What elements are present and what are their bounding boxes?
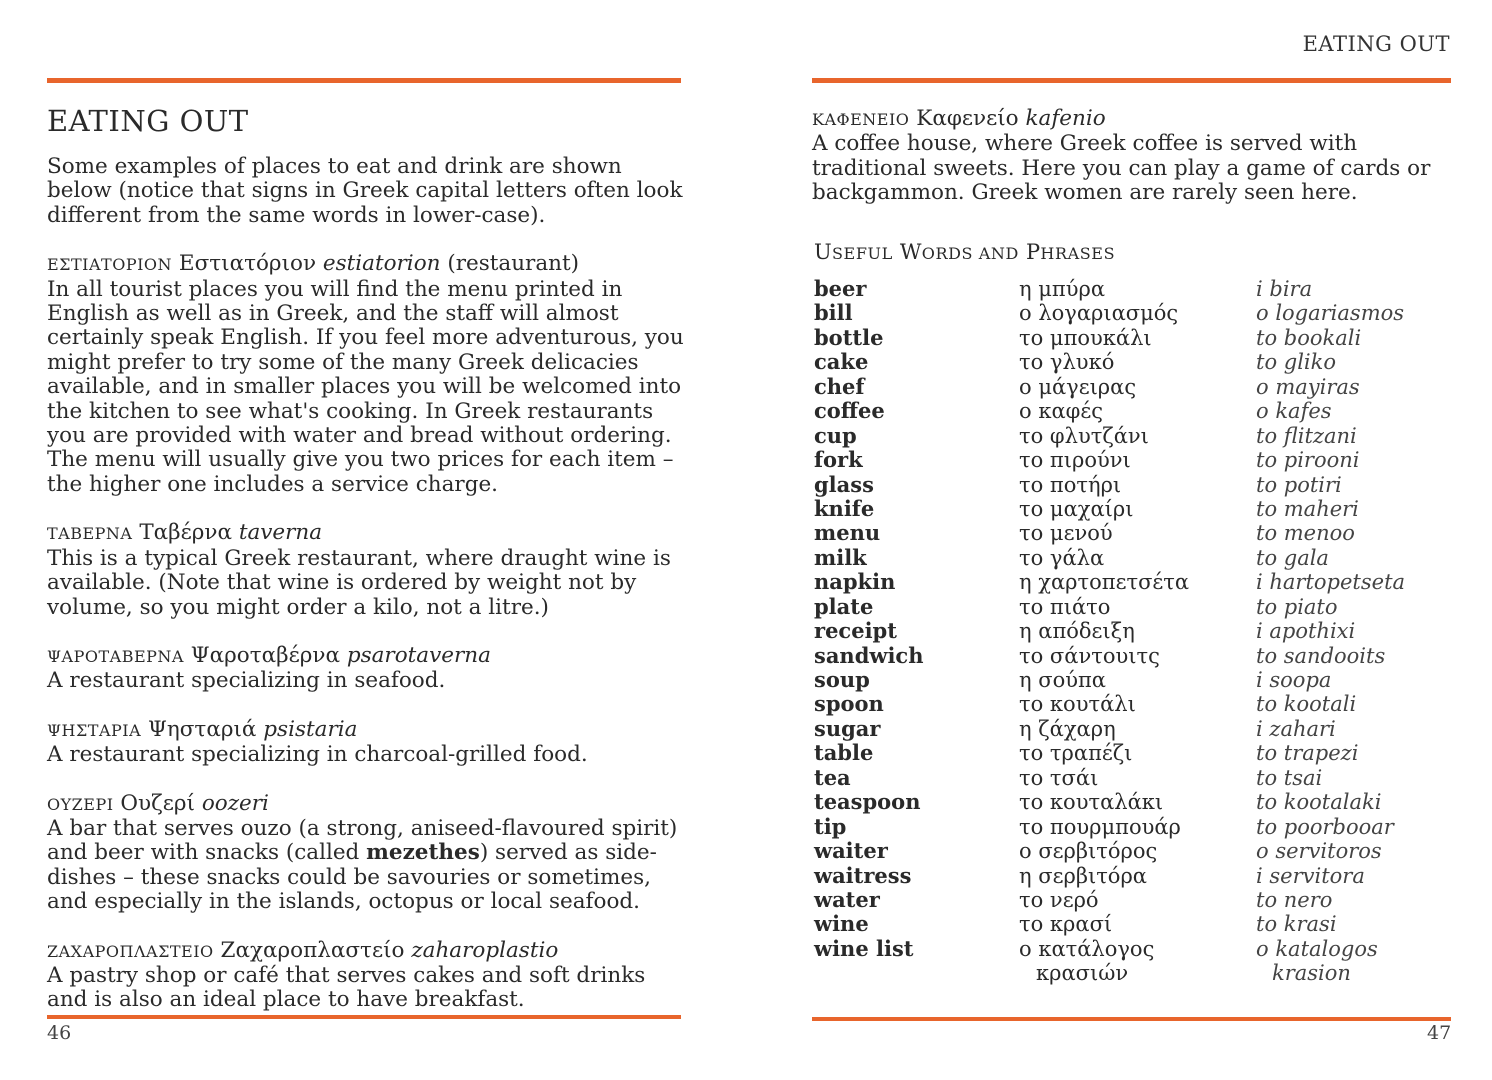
place-description: This is a typical Greek restaurant, where draught wine is available. (Note that wine is ordered by weight not by volume, so you might order a kilo, not a litre.) bbox=[47, 545, 671, 620]
vocab-english: water bbox=[814, 886, 880, 912]
vocab-greek: το μαχαίρι bbox=[1019, 496, 1134, 521]
place-sign: ΟΥΖΕΡΙ bbox=[47, 794, 114, 814]
vocab-greek: το ποτήρι bbox=[1019, 472, 1122, 497]
vocab-translit: i apothixi bbox=[1256, 619, 1356, 644]
vocab-translit: i bira bbox=[1256, 277, 1313, 301]
place-sign: ΤΑΒΕΡΝΑ bbox=[47, 524, 133, 544]
place-roman: oozeri bbox=[201, 790, 269, 816]
vocab-english: fork bbox=[814, 447, 863, 473]
vocab-greek: το γλυκό bbox=[1019, 350, 1115, 375]
vocab-translit: to poorbooar bbox=[1256, 814, 1394, 839]
vocab-row bbox=[814, 424, 1434, 448]
vocab-english: milk bbox=[814, 544, 867, 570]
vocab-row bbox=[814, 961, 1434, 985]
vocab-greek: το τραπέζι bbox=[1019, 741, 1133, 766]
vocab-translit: to sandooits bbox=[1256, 643, 1386, 668]
vocab-translit: to kootali bbox=[1256, 692, 1357, 717]
vocab-english: napkin bbox=[814, 569, 896, 595]
vocab-greek: το κουταλάκι bbox=[1019, 790, 1164, 815]
vocab-greek: το μενού bbox=[1019, 521, 1113, 546]
vocab-row bbox=[814, 692, 1434, 716]
vocab-row bbox=[814, 570, 1434, 594]
intro-paragraph: Some examples of places to eat and drink are shown below (notice that signs in Greek capital letters often look different from the same words in lower-case). bbox=[47, 154, 683, 228]
vocab-translit: to nero bbox=[1256, 887, 1333, 912]
vocab-english: wine bbox=[814, 911, 869, 937]
vocab-row bbox=[814, 546, 1434, 570]
place-description: A restaurant specializing in charcoal-grilled food. bbox=[47, 742, 588, 768]
vocab-english: spoon bbox=[814, 691, 884, 717]
vocab-english: plate bbox=[814, 593, 874, 619]
vocab-row bbox=[814, 815, 1434, 839]
place-entry-oozeri bbox=[47, 792, 687, 915]
vocab-row bbox=[814, 350, 1434, 374]
vocab-translit: to piato bbox=[1256, 594, 1338, 619]
vocab-greek: η μπύρα bbox=[1019, 277, 1105, 301]
vocab-english: coffee bbox=[814, 398, 885, 424]
vocab-greek: ο σερβιτόρος bbox=[1019, 839, 1158, 864]
mezethes-term: mezethes bbox=[366, 840, 480, 866]
vocab-english: bill bbox=[814, 300, 853, 326]
top-rule bbox=[47, 78, 681, 83]
vocab-english: glass bbox=[814, 471, 874, 497]
vocab-greek: το κουτάλι bbox=[1019, 692, 1136, 717]
vocab-translit: to gliko bbox=[1256, 350, 1337, 375]
vocab-greek: το σάντουιτς bbox=[1019, 643, 1160, 668]
top-rule bbox=[812, 78, 1451, 83]
vocab-greek: το φλυτζάνι bbox=[1019, 423, 1149, 448]
vocab-english: cake bbox=[814, 349, 869, 375]
running-head: EATING OUT bbox=[1302, 32, 1450, 56]
place-roman: psistaria bbox=[263, 716, 358, 742]
place-description: A coffee house, where Greek coffee is served with traditional sweets. Here you can play a game of cards or backgammon. Greek women are rarely seen here. bbox=[812, 131, 1431, 206]
vocab-greek: το γάλα bbox=[1019, 545, 1105, 570]
place-description: A bar that serves ouzo (a strong, aniseed-flavoured spirit) and beer with snacks (called mezethes) served as side-dishes – these snacks could be savouries or sometimes, and especially in the islands, octopus or local seafood. bbox=[47, 815, 678, 915]
vocab-translit: to tsai bbox=[1256, 765, 1323, 790]
vocab-greek: ο μάγειρας bbox=[1019, 374, 1137, 399]
vocab-greek: το νερό bbox=[1019, 887, 1099, 912]
vocab-row bbox=[814, 399, 1434, 423]
vocab-translit: i zahari bbox=[1256, 716, 1336, 741]
place-sign: ΨΗΣΤΑΡΙΑ bbox=[47, 720, 142, 740]
place-greek: Ζαχαροπλαστείο bbox=[220, 937, 405, 963]
vocab-row bbox=[814, 937, 1434, 961]
place-sign: ΚΑΦΕΝΕΙΟ bbox=[812, 110, 910, 129]
place-entry-taverna bbox=[47, 521, 687, 620]
place-description: In all tourist places you will find the menu printed in English as well as in Greek, and the staff will almost certainly speak English. If you feel more adventurous, you might prefer to try some of the many Greek delicacies available, and in smaller places you will be welcomed into the kitchen to see what's cooking. In Greek restaurants you are provided with water and bread without ordering. The menu will usually give you two prices for each item – the higher one includes a service charge. bbox=[47, 276, 684, 497]
vocab-greek: η ζάχαρη bbox=[1019, 716, 1116, 741]
vocab-row bbox=[814, 448, 1434, 472]
vocab-english: teaspoon bbox=[814, 789, 921, 815]
place-greek: Καφενείο bbox=[916, 106, 1019, 131]
place-greek: Ουζερί bbox=[120, 790, 195, 816]
vocab-translit: krasion bbox=[1272, 961, 1351, 986]
vocab-translit: to flitzani bbox=[1256, 423, 1357, 448]
place-description: A pastry shop or café that serves cakes and soft drinks and is also an ideal place to have breakfast. bbox=[47, 962, 646, 1013]
vocab-row bbox=[814, 839, 1434, 863]
vocabulary-list bbox=[814, 277, 1434, 986]
vocab-greek: το πουρμπουάρ bbox=[1019, 814, 1181, 839]
vocab-english: waiter bbox=[814, 838, 888, 864]
vocab-english: sugar bbox=[814, 715, 881, 741]
vocab-row bbox=[814, 375, 1434, 399]
place-sign: ΨΑΡΟΤΑΒΕΡΝΑ bbox=[47, 646, 184, 666]
vocab-row bbox=[814, 888, 1434, 912]
vocab-greek: ο καφές bbox=[1019, 399, 1103, 424]
vocab-greek: το τσάι bbox=[1019, 765, 1099, 790]
vocab-translit: to bookali bbox=[1256, 325, 1362, 350]
vocab-greek: η απόδειξη bbox=[1019, 619, 1135, 644]
vocab-row bbox=[814, 790, 1434, 814]
vocab-english: wine list bbox=[814, 935, 914, 961]
vocab-translit: to pirooni bbox=[1256, 448, 1360, 473]
place-roman: taverna bbox=[238, 520, 323, 546]
vocab-row bbox=[814, 864, 1434, 888]
vocab-english: beer bbox=[814, 276, 867, 301]
vocab-translit: to trapezi bbox=[1256, 741, 1359, 766]
bottom-rule bbox=[812, 1017, 1451, 1021]
vocab-greek: το κρασί bbox=[1019, 912, 1113, 937]
vocab-greek: ο λογαριασμός bbox=[1019, 301, 1179, 326]
vocab-greek: ο κατάλογος bbox=[1019, 936, 1155, 961]
vocab-english: sandwich bbox=[814, 642, 924, 668]
section-title: USEFUL WORDS AND PHRASES bbox=[814, 240, 1116, 264]
vocab-translit: to potiri bbox=[1256, 472, 1342, 497]
vocab-row bbox=[814, 912, 1434, 936]
place-roman: zaharoplastio bbox=[411, 937, 559, 963]
vocab-row bbox=[814, 473, 1434, 497]
vocab-translit: i soopa bbox=[1256, 668, 1332, 692]
vocab-row bbox=[814, 326, 1434, 350]
place-greek: Εστιατόριον bbox=[178, 251, 317, 277]
vocab-greek: η χαρτοπετσέτα bbox=[1019, 570, 1190, 595]
vocab-translit: to maheri bbox=[1256, 496, 1359, 521]
vocab-english: knife bbox=[814, 495, 875, 521]
vocab-english: menu bbox=[814, 520, 881, 546]
place-sign: ΕΣΤΙΑΤΟΡΙΟΝ bbox=[47, 255, 173, 275]
vocab-row bbox=[814, 301, 1434, 325]
vocab-english: chef bbox=[814, 373, 865, 399]
vocab-greek: το πιάτο bbox=[1019, 594, 1111, 619]
place-description: A restaurant specializing in seafood. bbox=[47, 668, 446, 694]
vocab-row bbox=[814, 521, 1434, 545]
vocab-row bbox=[814, 619, 1434, 643]
vocab-english: waitress bbox=[814, 862, 912, 888]
place-greek: Ψησταριά bbox=[148, 716, 257, 742]
place-entry-zaharoplastio bbox=[47, 939, 687, 1013]
vocab-row bbox=[814, 595, 1434, 619]
place-entry-psistaria bbox=[47, 718, 687, 768]
vocab-translit: to krasi bbox=[1256, 912, 1337, 937]
vocab-english: tea bbox=[814, 764, 851, 790]
vocab-greek: το μπουκάλι bbox=[1019, 325, 1152, 350]
vocab-translit: o mayiras bbox=[1256, 374, 1360, 399]
vocab-translit: o logariasmos bbox=[1256, 301, 1405, 326]
place-gloss: (restaurant) bbox=[447, 251, 580, 277]
vocab-row bbox=[814, 277, 1434, 301]
vocab-row bbox=[814, 741, 1434, 765]
page-number: 47 bbox=[1427, 1022, 1452, 1044]
page-number: 46 bbox=[47, 1022, 72, 1044]
place-greek: Ταβέρνα bbox=[139, 520, 232, 546]
vocab-row bbox=[814, 717, 1434, 741]
place-roman: psarotaverna bbox=[346, 642, 491, 668]
vocab-greek: το πιρούνι bbox=[1019, 448, 1131, 473]
vocab-english: tip bbox=[814, 813, 847, 839]
vocab-translit: i servitora bbox=[1256, 863, 1365, 888]
vocab-translit: to kootalaki bbox=[1256, 790, 1382, 815]
vocab-row bbox=[814, 766, 1434, 790]
vocab-greek: η σούπα bbox=[1019, 668, 1106, 692]
bottom-rule bbox=[47, 1015, 681, 1019]
vocab-row bbox=[814, 497, 1434, 521]
place-sign: ΖΑΧΑΡΟΠΛΑΣΤΕΙΟ bbox=[47, 941, 214, 961]
vocab-english: receipt bbox=[814, 618, 897, 644]
vocab-translit: i hartopetseta bbox=[1256, 570, 1406, 595]
left-text-column bbox=[47, 155, 687, 1037]
vocab-translit: to gala bbox=[1256, 545, 1329, 570]
vocab-greek: κρασιών bbox=[1036, 961, 1129, 986]
page-title: EATING OUT bbox=[47, 104, 249, 138]
place-roman: kafenio bbox=[1025, 106, 1106, 131]
place-greek: Ψαροταβέρνα bbox=[190, 642, 340, 668]
place-entry-psarotaverna bbox=[47, 644, 687, 694]
vocab-english: soup bbox=[814, 667, 870, 692]
vocab-translit: to menoo bbox=[1256, 521, 1355, 546]
vocab-translit: o katalogos bbox=[1256, 936, 1378, 961]
kafenio-entry bbox=[812, 107, 1452, 206]
vocab-translit: o kafes bbox=[1256, 399, 1332, 424]
place-roman: estiatorion bbox=[322, 251, 441, 277]
place-entry-restaurant bbox=[47, 252, 687, 497]
vocab-greek: η σερβιτόρα bbox=[1019, 863, 1147, 888]
vocab-english: bottle bbox=[814, 324, 884, 350]
vocab-row bbox=[814, 644, 1434, 668]
vocab-translit: o servitoros bbox=[1256, 839, 1382, 864]
vocab-english: table bbox=[814, 740, 874, 766]
vocab-row bbox=[814, 668, 1434, 692]
vocab-english: cup bbox=[814, 422, 857, 448]
